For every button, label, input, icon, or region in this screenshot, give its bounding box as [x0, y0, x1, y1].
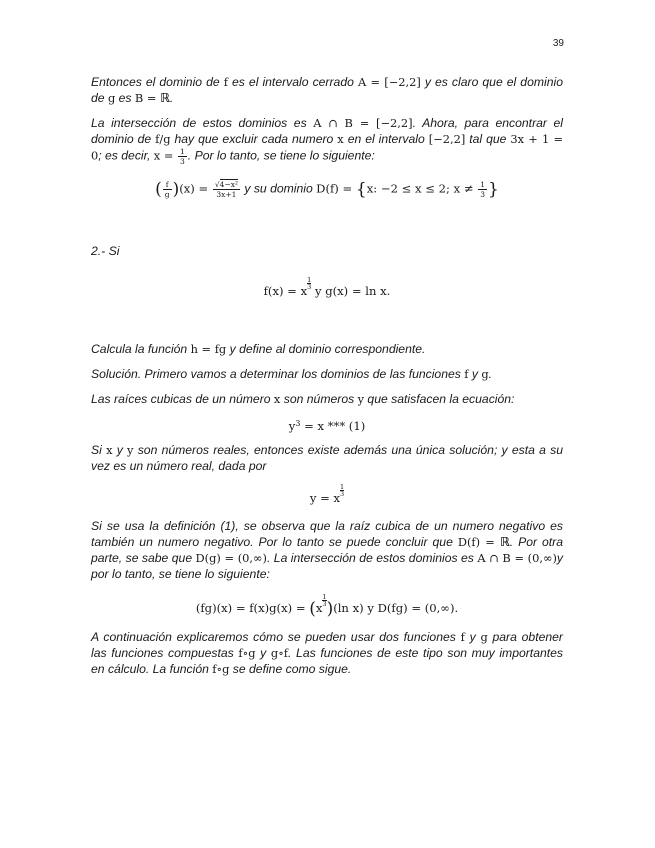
- paragraph-cubic-roots: Las raíces cubicas de un número x son números y que satisfacen la ecuación:: [91, 392, 515, 406]
- paragraph-composition: A continuación explicaremos cómo se pueden usar dos funciones f y g para obtener las funciones compuestas f∘g y g∘f. Las funciones de este tipo son muy importantes en cálculo. La función f∘g se define como sigue.: [91, 630, 564, 676]
- equation-definitions: f(x) = x $\frac{1}{3}$ y g(x) = ln x.: [263, 276, 391, 298]
- page-number: 39: [552, 38, 564, 49]
- equation-cube-root: y = x $\frac{1}{3}$: [309, 483, 345, 505]
- paragraph-solucion: Solución. Primero vamos a determinar los dominios de las funciones f y g.: [91, 367, 493, 381]
- paragraph-calcula: Calcula la función h = fg y define al dominio correspondiente.: [91, 342, 426, 356]
- exercise-number: 2.- Si: [91, 244, 120, 258]
- paragraph-domain-f-g: Entonces el dominio de f es el intervalo cerrado A = [−2,2] y es claro que el dominio de g es B = ℝ.: [91, 75, 563, 105]
- equation-cubic: $y^3 = x$ *** (1): [288, 419, 366, 433]
- equation-product: (fg)(x) = f(x)g(x) = (x $\frac{1}{3})(\ln$ x) y D(fg) = (0,∞).: [195, 593, 459, 619]
- equation-quotient-domain: ( $\frac{f}{g}$ )(x) = $\frac{\text{√4−x²}}{3x+1}$ y su dominio D(f) = {x: −2 ≤ x ≤ 2; x ≠ $\frac{1}{3}$ }: [155, 179, 499, 200]
- paragraph-definition-use: Si se usa la definición (1), se observa que la raíz cubica de un numero negativo es también un numero negativo. Por lo tanto se puede concluir que D(f) = ℝ. Por otra parte, se sabe que D(g) = (0,∞). La intersección de estos dominios es A ∩ B = (0,∞)y por lo tanto, se tiene lo siguiente:: [91, 519, 564, 581]
- paragraph-intersection: La intersección de estos dominios es A ∩ B = [−2,2]. Ahora, para encontrar el dominio de f/g hay que excluir cada numero x en el intervalo [−2,2] tal que 3x + 1 = 0; es decir, x = $\frac{1}{3}$ . Por lo tanto, se tiene lo siguiente:: [91, 116, 563, 166]
- page-content: [91, 74, 563, 686]
- paragraph-real-numbers: Si x y y son números reales, entonces existe además una única solución; y esta a su vez es un número real, dada por: [91, 443, 563, 473]
